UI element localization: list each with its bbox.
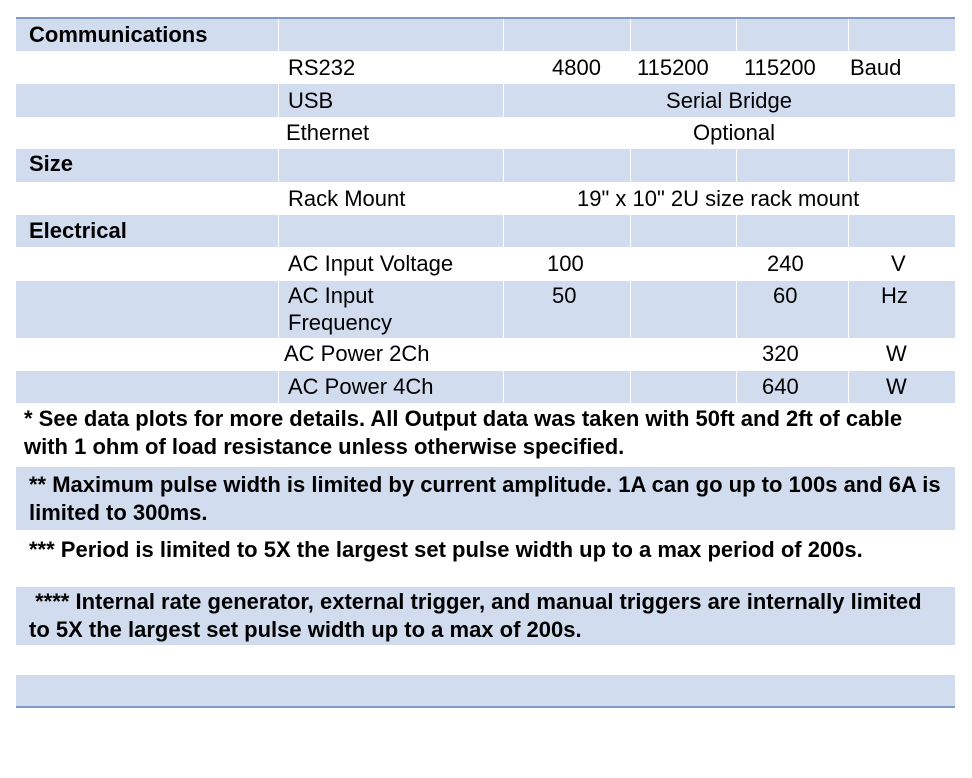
section-row-electrical: [16, 215, 955, 247]
table-row-ethernet: [16, 117, 955, 149]
rs232-value-2: 115200: [637, 55, 709, 80]
ac-power-4ch-max: 640: [762, 374, 799, 399]
footnote-1: * See data plots for more details. All Output data was taken with 50ft and 2ft of cable with 1 ohm of load resistance unless otherwise specified.: [24, 406, 903, 459]
ac-power-4ch-unit: W: [886, 374, 907, 399]
section-title-communications: Communications: [29, 22, 208, 47]
ac-power-2ch-unit: W: [886, 341, 907, 366]
table-row-usb: [16, 84, 955, 117]
row-label-ac-input-voltage: AC Input Voltage: [288, 251, 454, 276]
row-label-ac-input-frequency-1: AC Input: [288, 283, 374, 308]
section-row-communications: [16, 19, 955, 51]
footnote-3: *** Period is limited to 5X the largest set pulse width up to a max period of 200s.: [29, 537, 863, 562]
section-title-electrical: Electrical: [29, 218, 127, 243]
ethernet-value: Optional: [693, 120, 775, 145]
ac-frequency-max: 60: [773, 283, 798, 308]
footnote-2: ** Maximum pulse width is limited by current amplitude. 1A can go up to 100s and 6A is limited to 300ms.: [29, 472, 941, 525]
footnote-row-4: [16, 587, 955, 645]
table-row-ac-power-2ch: [16, 338, 955, 371]
row-label-ethernet: Ethernet: [286, 120, 370, 145]
table-row-ac-input-voltage: [16, 247, 955, 281]
table-bottom-rule: [16, 706, 955, 708]
row-label-rack-mount: Rack Mount: [288, 186, 406, 211]
rs232-value-1: 4800: [552, 55, 601, 80]
row-label-rs232: RS232: [288, 55, 356, 80]
footnote-row-1: [16, 403, 955, 467]
row-label-ac-power-4ch: AC Power 4Ch: [288, 374, 434, 399]
usb-value: Serial Bridge: [666, 88, 792, 113]
table-row-rack-mount: [16, 182, 955, 215]
ac-voltage-unit: V: [891, 251, 906, 276]
section-title-size: Size: [29, 151, 74, 176]
table-row-ac-power-4ch: [16, 371, 955, 403]
row-label-ac-input-frequency-2: Frequency: [288, 310, 392, 335]
spec-table: [16, 17, 955, 708]
table-row-ac-input-frequency: [16, 281, 955, 338]
ac-power-2ch-max: 320: [762, 341, 799, 366]
footnote-4: **** Internal rate generator, external trigger, and manual triggers are internally limited to 5X the largest set pulse width up to a max of 200s.: [29, 589, 928, 642]
spacer-row: [16, 645, 955, 675]
footnote-row-3: [16, 530, 955, 587]
ac-voltage-max: 240: [767, 251, 804, 276]
rack-mount-value: 19" x 10" 2U size rack mount: [577, 186, 860, 211]
rs232-unit: Baud: [850, 55, 902, 80]
empty-row: [16, 675, 955, 706]
row-label-usb: USB: [288, 88, 334, 113]
row-label-ac-power-2ch: AC Power 2Ch: [284, 341, 430, 366]
ac-frequency-unit: Hz: [881, 283, 908, 308]
ac-voltage-min: 100: [547, 251, 584, 276]
table-row-rs232: [16, 51, 955, 84]
section-row-size: [16, 149, 955, 182]
rs232-value-3: 115200: [744, 55, 816, 80]
ac-frequency-min: 50: [552, 283, 577, 308]
footnote-row-2: [16, 467, 955, 530]
